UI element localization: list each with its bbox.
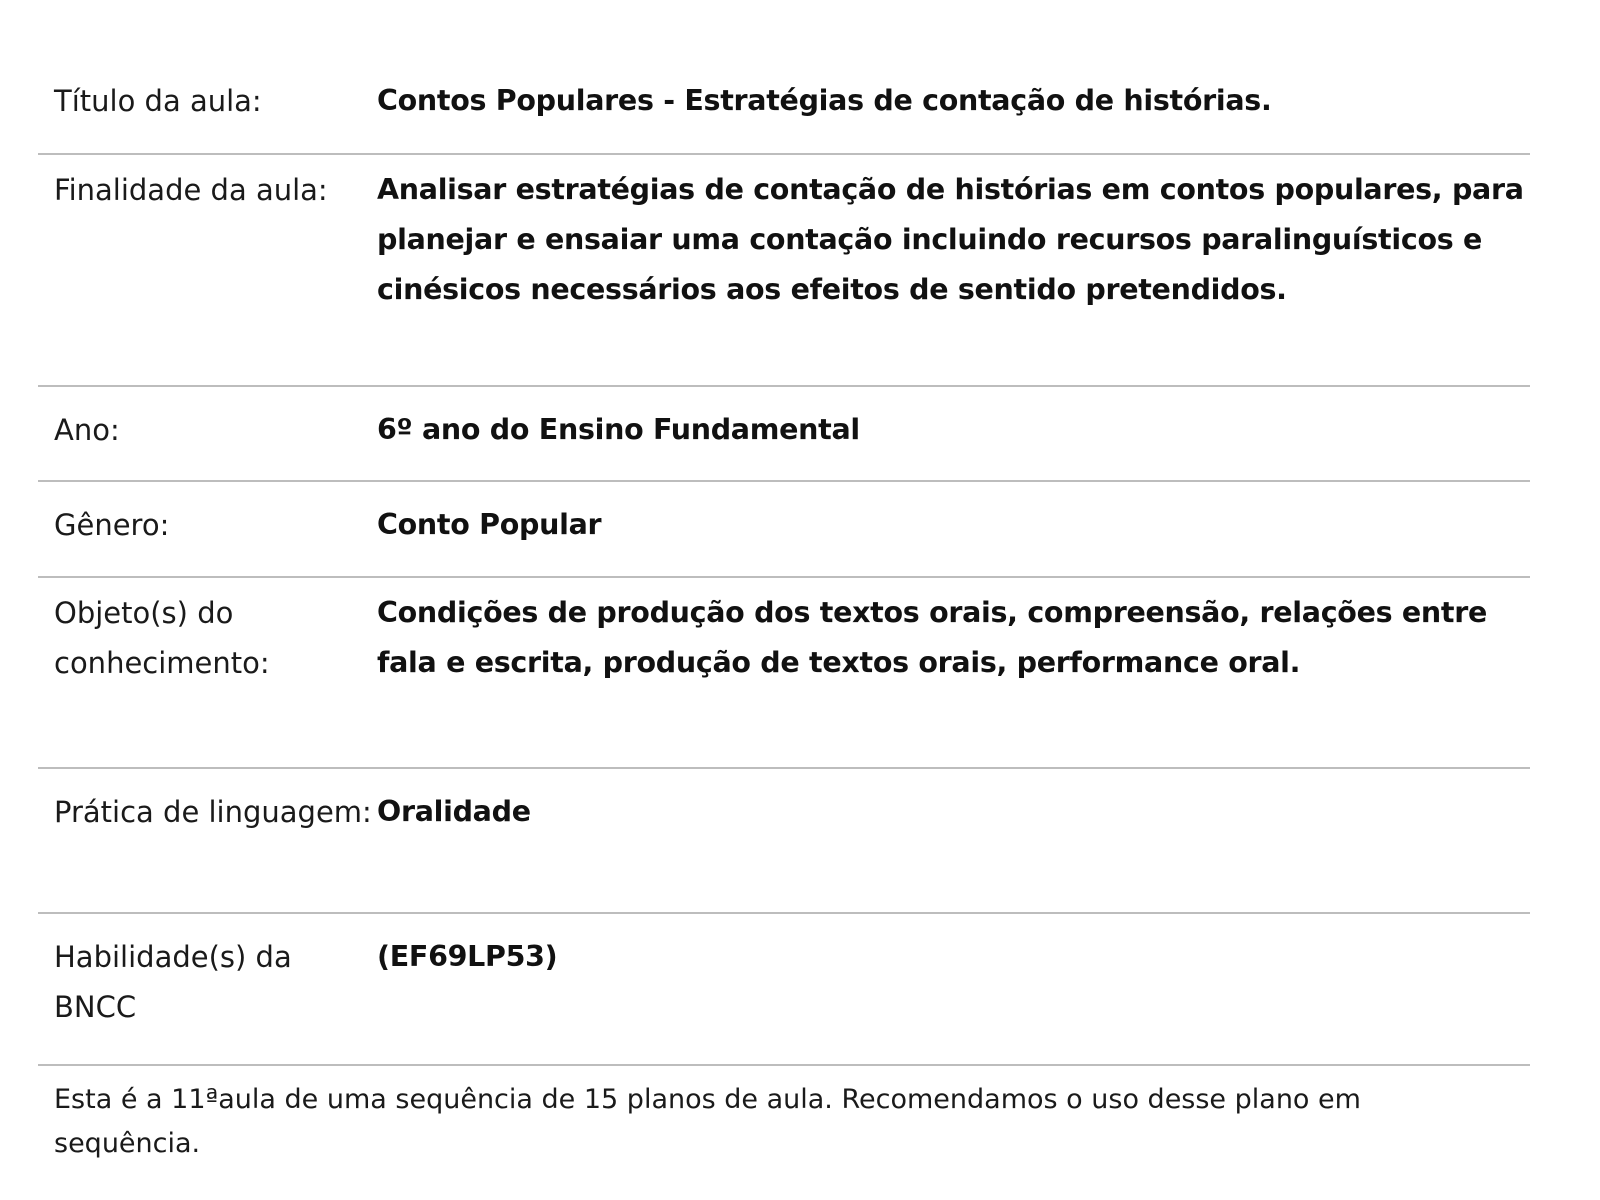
sequence-note: Esta é a 11ªaula de uma sequência de 15 planos de aula. Recomendamos o uso desse plano em sequência. [54,1084,1361,1159]
row-finalidade [38,155,1530,387]
lesson-info-table [38,68,1530,1066]
row-value: Oralidade [377,795,531,828]
row-label: Ano: [54,413,120,447]
row-pratica [38,769,1530,914]
row-objetos [38,578,1530,769]
row-value: (EF69LP53) [377,940,558,973]
row-genero [38,482,1530,578]
row-value: 6º ano do Ensino Fundamental [377,413,860,446]
row-ano [38,387,1530,482]
row-label: Finalidade da aula: [54,173,328,207]
row-label: Título da aula: [54,84,262,118]
row-label: Objeto(s) do conhecimento: [54,596,270,680]
row-habilidades [38,914,1530,1066]
row-label: Habilidade(s) da BNCC [54,940,292,1024]
row-label: Gênero: [54,508,170,542]
row-value: Analisar estratégias de contação de histórias em contos populares, para planejar e ensaiar uma contação incluindo recursos paralinguísticos e cinésicos necessários aos efeitos de sentido pretendidos. [377,173,1524,306]
row-value: Condições de produção dos textos orais, compreensão, relações entre fala e escrita, produção de textos orais, performance oral. [377,596,1488,679]
row-value: Conto Popular [377,508,602,541]
row-titulo [38,68,1530,155]
row-label: Prática de linguagem: [54,795,372,829]
row-value: Contos Populares - Estratégias de contação de histórias. [377,84,1272,117]
